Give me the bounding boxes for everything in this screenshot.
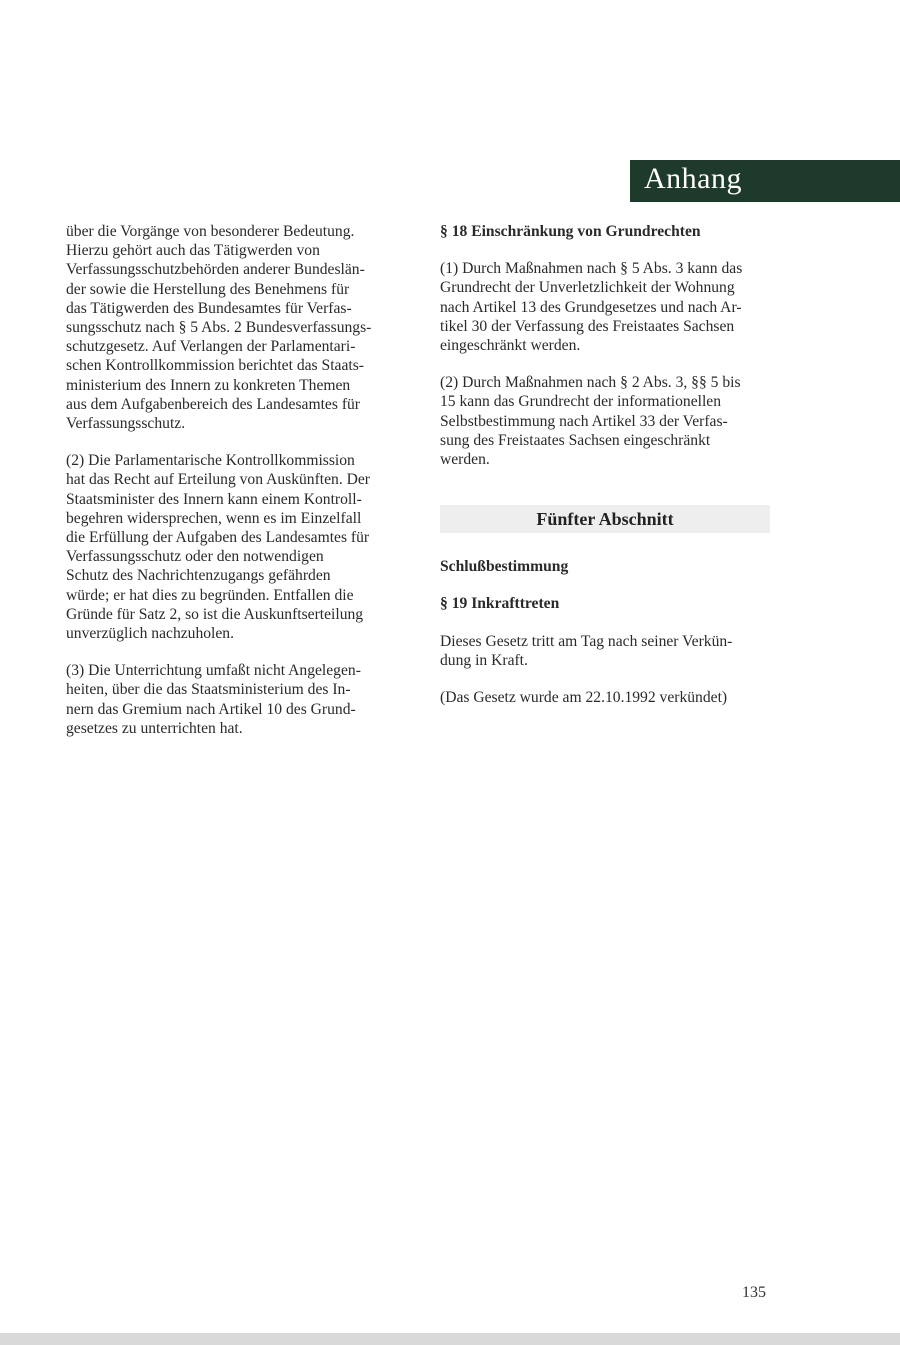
text-line: werden. (440, 451, 490, 469)
text-line: eingeschränkt werden. (440, 337, 581, 355)
chapter-title: Anhang (644, 162, 742, 195)
text-line: heiten, über die das Staatsministerium des In- (66, 681, 351, 699)
text-line: unverzüglich nachzuholen. (66, 625, 234, 643)
text-line: (1) Durch Maßnahmen nach § 5 Abs. 3 kann das (440, 260, 743, 278)
text-line: (2) Die Parlamentarische Kontrollkommission (66, 452, 355, 470)
text-line: Hierzu gehört auch das Tätigwerden von (66, 242, 320, 260)
text-line: Schutz des Nachrichtenzugangs gefährden (66, 567, 331, 585)
text-line: hat das Recht auf Erteilung von Auskünften. Der (66, 471, 371, 489)
text-line: 15 kann das Grundrecht der informationellen (440, 393, 722, 411)
text-line: das Tätigwerden des Bundesamtes für Verfas- (66, 299, 352, 317)
text-line: sung des Freistaates Sachsen eingeschränkt (440, 431, 711, 449)
text-line: Grundrecht der Unverletzlichkeit der Wohnung (440, 279, 735, 297)
text-line: sungsschutz nach § 5 Abs. 2 Bundesverfassungs- (66, 319, 372, 337)
paragraph-2 (66, 451, 396, 643)
promulgation-note: (Das Gesetz wurde am 22.10.1992 verkündet) (440, 689, 728, 707)
section-18-paragraph-1 (440, 259, 770, 355)
text-line: Verfassungsschutz oder den notwendigen (66, 548, 324, 566)
section-title: Fünfter Abschnitt (536, 508, 674, 529)
text-line: ministerium des Innern zu konkreten Themen (66, 376, 351, 394)
text-line: der sowie die Herstellung des Benehmens für (66, 280, 350, 298)
subsection-title: Schlußbestimmung (440, 558, 569, 576)
text-line: (3) Die Unterrichtung umfaßt nicht Angelegen- (66, 662, 361, 680)
text-line: Verfassungsschutzbehörden anderer Bundeslän- (66, 261, 365, 279)
text-line: würde; er hat dies zu begründen. Entfallen die (66, 586, 354, 604)
text-line: Dieses Gesetz tritt am Tag nach seiner Verkün- (440, 632, 733, 650)
text-line: Verfassungsschutz. (66, 415, 186, 433)
text-line: Gründe für Satz 2, so ist die Auskunftserteilung (66, 605, 364, 623)
text-line: Selbstbestimmung nach Artikel 33 der Verfas- (440, 412, 728, 430)
section-18-heading: § 18 Einschränkung von Grundrechten (440, 223, 701, 240)
page-edge-shade (0, 1333, 900, 1345)
text-line: schutzgesetz. Auf Verlangen der Parlamentari- (66, 338, 356, 356)
left-column (66, 222, 396, 756)
text-line: gesetzes zu unterrichten hat. (66, 719, 243, 737)
text-line: aus dem Aufgabenbereich des Landesamtes für (66, 395, 361, 413)
text-line: begehren widersprechen, wenn es im Einzelfall (66, 509, 362, 527)
section-18-paragraph-2 (440, 373, 770, 469)
chapter-header-bar (630, 160, 900, 202)
section-title-box (440, 505, 770, 533)
text-line: tikel 30 der Verfassung des Freistaates Sachsen (440, 317, 735, 335)
text-line: dung in Kraft. (440, 651, 528, 669)
paragraph-3 (66, 661, 396, 738)
paragraph-1 (66, 222, 396, 433)
text-line: die Erfüllung der Aufgaben des Landesamtes für (66, 529, 370, 547)
section-19-heading: § 19 Inkrafttreten (440, 595, 560, 613)
text-line: (2) Durch Maßnahmen nach § 2 Abs. 3, §§ 5 bis (440, 374, 741, 392)
text-line: Staatsminister des Innern kann einem Kontroll- (66, 490, 362, 508)
right-column (440, 222, 770, 725)
page-number: 135 (742, 1284, 766, 1301)
text-line: nach Artikel 13 des Grundgesetzes und nach Ar- (440, 298, 742, 316)
text-line: schen Kontrollkommission berichtet das Staats- (66, 357, 364, 375)
text-line: über die Vorgänge von besonderer Bedeutung. (66, 223, 355, 240)
section-19-paragraph (440, 632, 770, 670)
text-line: nern das Gremium nach Artikel 10 des Grund- (66, 700, 356, 718)
